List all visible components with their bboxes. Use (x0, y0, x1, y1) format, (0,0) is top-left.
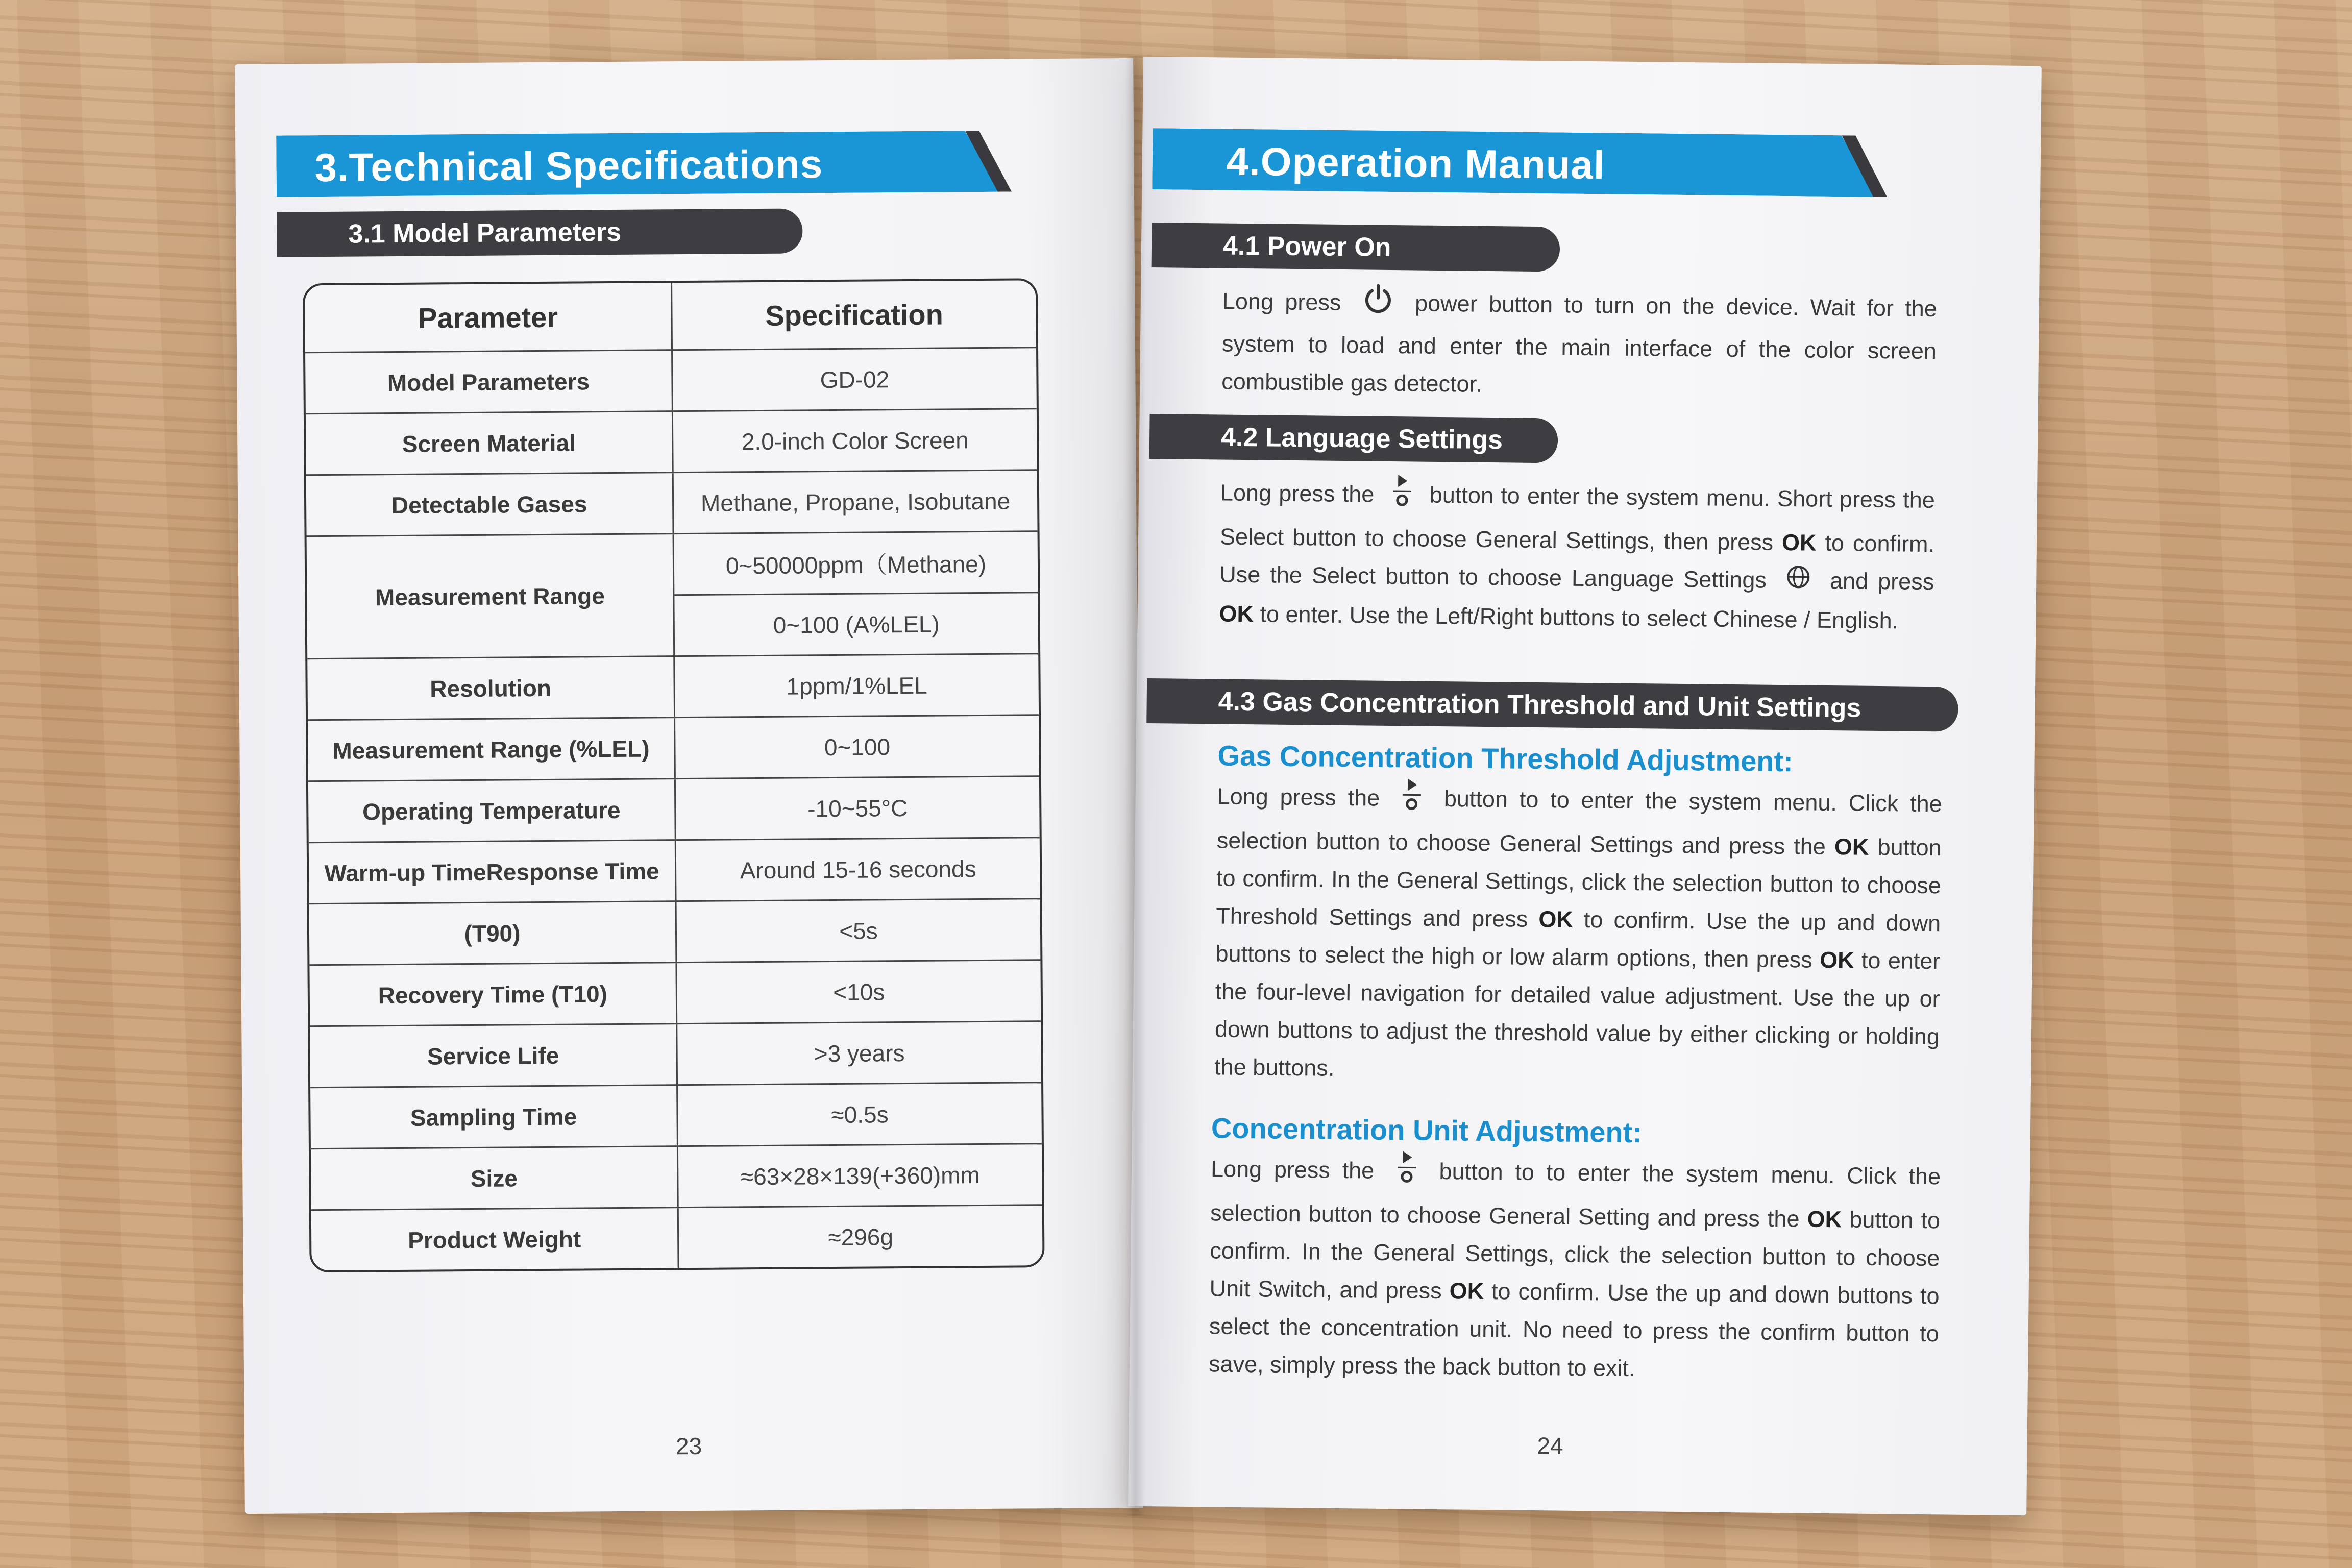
param-cell: Warm-up TimeResponse Time (309, 841, 677, 903)
language-paragraph (1219, 471, 1935, 640)
section-title: 3.Technical Specifications (314, 141, 823, 190)
play-settings-icon (1395, 1149, 1418, 1196)
spec-subcell: 0~50000ppm（Methane) (725, 550, 987, 579)
spec-subcell: 0~100 (A%LEL) (674, 592, 1038, 655)
spec-cell: 1ppm/1%LEL (786, 672, 927, 700)
text-run: button to enter the system menu. Short press the Select button to choose General Settings, then press (1219, 481, 1935, 555)
spec-cell: 2.0-inch Color Screen (741, 426, 969, 455)
param-cell: Product Weight (311, 1208, 679, 1270)
spec-cell: <10s (833, 978, 885, 1006)
page-number: 23 (675, 1432, 702, 1460)
table-row (308, 714, 1039, 780)
spec-table (303, 278, 1044, 1272)
param-cell: Measurement Range (307, 534, 675, 658)
spec-cell: -10~55°C (807, 794, 908, 822)
spec-cell: <5s (839, 917, 878, 944)
section-title: 4.Operation Manual (1226, 138, 1606, 188)
power-on-paragraph (1221, 281, 1937, 408)
text-run: button to confirm. In the General Settings, click the selection button to choose Unit Switch, and press (1209, 1206, 1941, 1304)
table-header-row (305, 280, 1036, 352)
param-cell: Service Life (310, 1024, 678, 1087)
ok-label: OK (1834, 834, 1869, 860)
spec-cell-split (674, 532, 1039, 655)
page-number: 24 (1537, 1432, 1563, 1459)
subsection-title: 3.1 Model Parameters (277, 208, 803, 257)
table-row (311, 1143, 1042, 1209)
text-run: button to to enter the system menu. Click the selection button to choose General Setting and press the (1210, 1158, 1941, 1232)
table-row (307, 530, 1039, 658)
param-cell: Measurement Range (%LEL) (308, 718, 676, 780)
ok-label: OK (1538, 906, 1574, 933)
param-cell: Size (311, 1147, 679, 1209)
table-row (308, 775, 1040, 842)
param-cell: (T90) (309, 902, 677, 964)
unit-paragraph (1209, 1147, 1941, 1390)
ok-label: OK (1219, 600, 1254, 627)
param-cell: Recovery Time (T10) (309, 963, 677, 1025)
spec-cell: ≈63×28×139(+360)mm (740, 1161, 980, 1190)
table-row (310, 1020, 1041, 1087)
param-cell: Model Parameters (305, 351, 673, 413)
text-run: to confirm. Use the up and down buttons to select the high or low alarm options, then press (1215, 906, 1941, 973)
spec-cell: Around 15-16 seconds (740, 855, 976, 884)
spec-cell: 0~100 (824, 733, 891, 761)
threshold-heading: Gas Concentration Threshold Adjustment: (1217, 739, 1794, 778)
spec-cell: GD-02 (820, 365, 890, 393)
table-row (310, 1082, 1042, 1148)
text-run: Long press the (1217, 783, 1380, 811)
column-header: Parameter (305, 283, 673, 352)
spec-cell: Methane, Propane, Isobutane (700, 487, 1011, 517)
left-page (235, 58, 1143, 1514)
text-run: button to confirm. In the General Settings, click the selection button to choose Threshold Settings and press (1216, 834, 1942, 932)
table-row (307, 653, 1039, 719)
subsection-title-power-on: 4.1 Power On (1152, 223, 1560, 272)
spec-cell: >3 years (814, 1039, 905, 1067)
right-page (1128, 57, 2042, 1515)
play-settings-icon (1390, 473, 1413, 520)
book-gutter-shadow (1125, 56, 1146, 1516)
subsection-title-threshold: 4.3 Gas Concentration Threshold and Unit Settings (1146, 678, 1958, 732)
column-header: Specification (765, 298, 944, 332)
text-run: button to to enter the system menu. Click the selection button to choose General Settings and press the (1216, 786, 1942, 860)
table-row (309, 898, 1041, 964)
text-run: power button to turn on the device. Wait for the system to load and enter the main interface of the color screen combustible gas detector. (1221, 290, 1938, 397)
text-run: and press (1829, 568, 1934, 595)
ok-label: OK (1449, 1278, 1484, 1304)
spec-cell: ≈296g (828, 1223, 894, 1251)
unit-heading: Concentration Unit Adjustment: (1211, 1112, 1643, 1149)
text-run: Long press the (1210, 1156, 1375, 1184)
table-row (306, 408, 1037, 474)
play-settings-icon (1401, 776, 1424, 823)
text-run: to confirm. Use the Select button to choose Language Settings (1219, 529, 1935, 593)
text-run: Long press the (1220, 479, 1375, 507)
text-run: to enter the four-level navigation for detailed value adjustment. Use the up or down buttons to adjust the threshold value by either clicking or holding the buttons. (1214, 947, 1941, 1081)
ok-label: OK (1781, 529, 1817, 556)
param-cell: Screen Material (306, 412, 674, 474)
param-cell: Detectable Gases (306, 473, 674, 535)
text-run: to confirm. Use the up and down buttons to select the concentration unit. No need to press the confirm button to save, simply press the back button to exit. (1208, 1278, 1940, 1382)
globe-icon (1785, 563, 1811, 601)
ok-label: OK (1819, 946, 1854, 973)
param-cell: Sampling Time (310, 1086, 678, 1148)
power-icon (1361, 282, 1394, 327)
table-row (311, 1204, 1043, 1270)
text-run: Long press (1222, 288, 1341, 315)
param-cell: Resolution (307, 657, 675, 719)
table-row (305, 347, 1037, 413)
ok-label: OK (1807, 1206, 1842, 1233)
param-cell: Operating Temperature (308, 779, 676, 842)
table-row (309, 837, 1040, 903)
table-row (309, 959, 1041, 1025)
threshold-paragraph (1214, 774, 1942, 1093)
table-row (306, 469, 1038, 535)
text-run: to enter. Use the Left/Right buttons to select Chinese / English. (1260, 601, 1899, 634)
spec-cell: ≈0.5s (831, 1100, 889, 1128)
subsection-title-language: 4.2 Language Settings (1149, 414, 1558, 463)
